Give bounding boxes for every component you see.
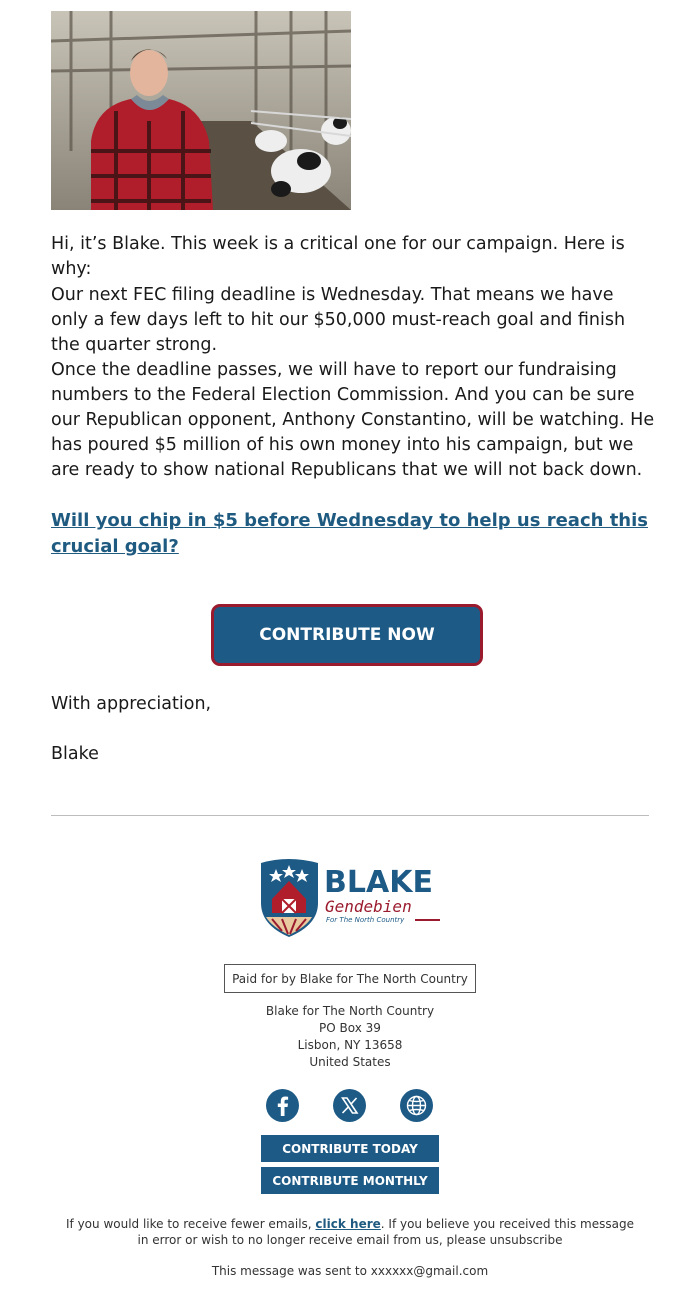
paid-for-disclaimer: Paid for by Blake for The North Country xyxy=(224,964,476,993)
x-link[interactable] xyxy=(333,1089,366,1122)
opponent-paragraph: Once the deadline passes, we will have to report our fundraising numbers to the Federal Election Commission. And you can be sure our Republican opponent, Anthony Constantino, will be watching. He has poured $5 million of his own money into his campaign, but we are ready to show national Republicans that we will not back down. xyxy=(51,360,655,480)
sent-to-note: This message was sent to xxxxxx@gmail.com xyxy=(211,1264,489,1278)
logo-name-top: BLAKE xyxy=(324,865,433,900)
campaign-logo-graphic xyxy=(258,855,448,939)
logo-name-bottom: Gendebien xyxy=(325,897,412,916)
logo-tagline: For The North Country xyxy=(326,916,405,924)
click-here-link[interactable]: click here xyxy=(315,1217,381,1231)
facebook-link[interactable] xyxy=(266,1089,299,1122)
globe-icon xyxy=(400,1089,433,1122)
hero-photo xyxy=(51,11,351,210)
unsubscribe-suffix: . If you believe you received this message in error or wish to no longer receive email from us, please unsubscribe xyxy=(137,1217,634,1247)
address-line2: Lisbon, NY 13658 xyxy=(297,1038,403,1052)
signature: Blake xyxy=(51,744,99,764)
unsubscribe-prefix: If you would like to receive fewer emails, xyxy=(66,1217,316,1231)
address-country: United States xyxy=(309,1055,391,1069)
facebook-icon xyxy=(266,1089,299,1122)
contribute-monthly-button[interactable]: CONTRIBUTE MONTHLY xyxy=(261,1167,439,1194)
hero-photo-illustration xyxy=(51,11,351,210)
chip-in-link[interactable]: Will you chip in $5 before Wednesday to help us reach this crucial goal? xyxy=(51,510,649,557)
website-link[interactable] xyxy=(400,1089,433,1122)
intro-paragraph: Hi, it’s Blake. This week is a critical one for our campaign. Here is why: xyxy=(51,234,625,279)
address-line1: PO Box 39 xyxy=(319,1021,381,1035)
x-icon xyxy=(333,1089,366,1122)
contribute-now-button[interactable]: CONTRIBUTE NOW xyxy=(211,604,483,666)
contribute-today-button[interactable]: CONTRIBUTE TODAY xyxy=(261,1135,439,1162)
campaign-logo[interactable] xyxy=(258,855,448,939)
address-org: Blake for The North Country xyxy=(265,1004,435,1018)
divider xyxy=(51,815,649,816)
mailing-address xyxy=(200,1003,500,1071)
unsubscribe-note xyxy=(60,1216,640,1248)
closing-text: With appreciation, xyxy=(51,694,212,714)
deadline-paragraph: Our next FEC filing deadline is Wednesday. That means we have only a few days left to hit our $50,000 must-reach goal and finish the quarter strong. xyxy=(51,285,626,355)
